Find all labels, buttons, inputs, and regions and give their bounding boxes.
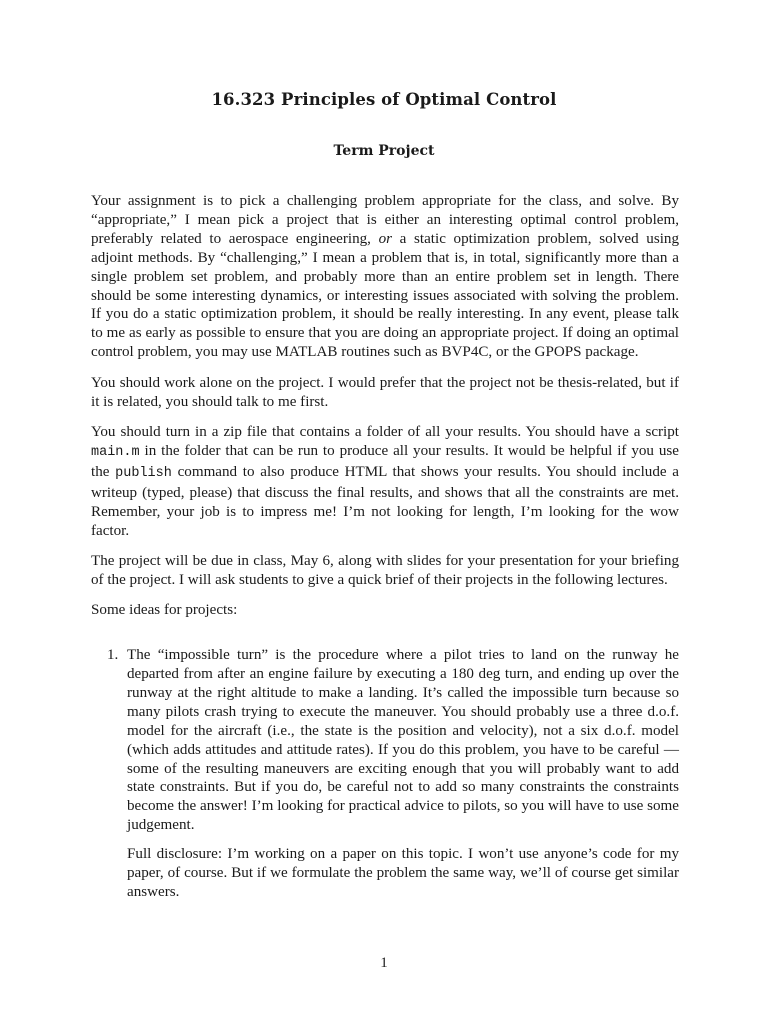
text-span: You should turn in a zip file that contains a folder of all your results. You should have a script	[91, 423, 679, 440]
paragraph-assignment	[91, 192, 679, 362]
text-span: Your assignment is to pick a challenging problem appropriate for the class, and solve. By “appropriate,” I mean pick a project that is either an interesting optimal control problem, preferably related to aerospace engineering,	[91, 193, 679, 247]
idea-text: The “impossible turn” is the procedure where a pilot tries to land on the runway he departed from after an engine failure by executing a 180 deg turn, and ending up over the runway at the right altitude to make a landing. It’s called the impossible turn because so many pilots crash trying to execute the maneuver. You should probably use a three d.o.f. model for the aircraft (i.e., the state is the position and velocity), not a six d.o.f. model (which adds attitudes and attitude rates). If you do this problem, you have to be careful — some of the resulting maneuvers are exciting enough that you will probably want to add state constraints. But if you do, be careful not to add so many constraints the constraints become the answer! I’m looking for practical advice to pilots, so you will have to use some judgement.	[127, 647, 679, 834]
paragraph-work-alone: You should work alone on the project. I would prefer that the project not be thesis-related, but if it is related, you should talk to me first.	[91, 374, 679, 410]
paragraph-ideas-intro: Some ideas for projects:	[91, 602, 238, 619]
document-title: 16.323 Principles of Optimal Control	[211, 90, 557, 109]
text-span: in the folder that can be run to produce all your results. It would be helpful if you use the	[91, 442, 679, 480]
paragraph-submission	[91, 423, 679, 540]
paragraph-due-date: The project will be due in class, May 6, along with slides for your presentation for your briefing of the project. I will ask students to give a quick brief of their projects in the following lectures.	[91, 552, 679, 588]
document-subtitle: Term Project	[333, 143, 435, 159]
code-main-m: main.m	[91, 444, 140, 460]
document-body	[91, 192, 679, 912]
text-span: command to also produce HTML that shows your results. You should include a writeup (typed, please) that discuss the final results, and shows that all the constraints are met. Remember, your job is to impress me! I’m not looking for length, I’m looking for the wow factor.	[91, 463, 680, 539]
list-item	[91, 646, 679, 902]
code-publish: publish	[115, 465, 172, 481]
list-item-number: 1.	[107, 647, 119, 664]
idea-disclosure: Full disclosure: I’m working on a paper on this topic. I won’t use anyone’s code for my paper, of course. But if we formulate the problem the same way, we’ll of course get similar answers.	[127, 846, 679, 900]
page-number: 1	[380, 955, 388, 971]
ideas-list	[91, 646, 679, 902]
text-span: a static optimization problem, solved using adjoint methods. By “challenging,” I mean a problem that is, in total, significantly more than a single problem set problem, and probably more than an entire problem set in length. There should be some interesting dynamics, or interesting issues associated with solving the problem. If you do a static optimization problem, it should be really interesting. In any event, please talk to me as early as possible to ensure that you are doing an appropriate project. If doing an optimal control problem, you may use MATLAB routines such as BVP4C, or the GPOPS package.	[91, 230, 680, 361]
emphasis-or: or	[378, 230, 393, 247]
